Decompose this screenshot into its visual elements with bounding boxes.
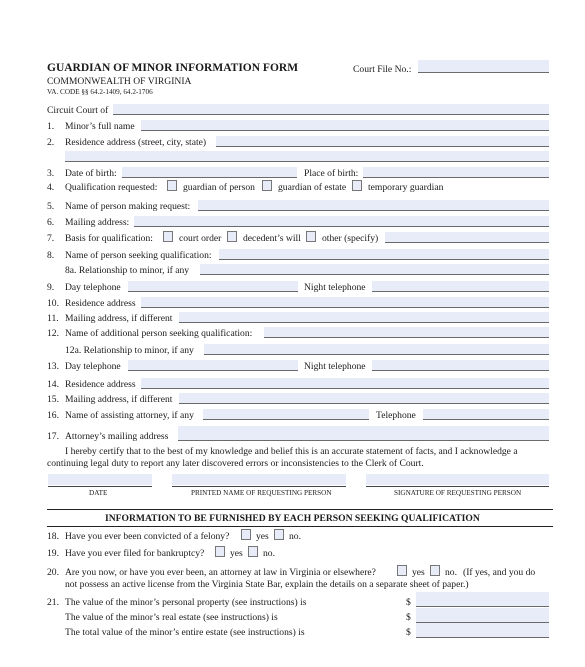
requester-name-label: Name of person making request: [65, 201, 191, 212]
section-divider [47, 526, 553, 527]
mailing-different-label: Mailing address, if different [65, 313, 173, 324]
item-number: 14. [47, 379, 59, 390]
court-order-checkbox[interactable] [163, 231, 173, 242]
residence-label: Residence address (street, city, state) [65, 137, 207, 148]
attorney-yes-checkbox[interactable] [397, 565, 407, 576]
attorney-question-line1: Are you now, or have you ever been, an attorney at law in Virginia or elsewhere? [65, 567, 376, 578]
guardian-of-person-checkbox[interactable] [167, 180, 177, 191]
dollar-sign: $ [406, 627, 411, 638]
circuit-court-field[interactable] [113, 104, 549, 115]
decedents-will-checkbox[interactable] [227, 231, 237, 242]
court-order-label: court order [179, 233, 222, 244]
qualification-label: Qualification requested: [65, 182, 158, 193]
residence-address-14-field[interactable] [141, 378, 549, 389]
va-code: VA. CODE §§ 64.2-1409, 64.2-1706 [47, 88, 153, 96]
item-number: 16. [47, 410, 59, 421]
form-subtitle: COMMONWEALTH OF VIRGINIA [47, 76, 192, 87]
day-telephone-label: Day telephone [65, 282, 121, 293]
bankruptcy-question: Have you ever filed for bankruptcy? [65, 548, 205, 559]
dob-label: Date of birth: [65, 168, 117, 179]
item-number: 13. [47, 361, 59, 372]
mailing-field[interactable] [134, 216, 549, 227]
dollar-sign: $ [406, 597, 411, 608]
relationship-12a-field[interactable] [204, 344, 549, 355]
night-telephone-13-field[interactable] [372, 360, 549, 371]
residence-field[interactable] [216, 136, 549, 147]
item-number: 3. [47, 168, 55, 179]
printed-name-caption: PRINTED NAME OF REQUESTING PERSON [191, 489, 332, 497]
signature-caption: SIGNATURE OF REQUESTING PERSON [394, 489, 522, 497]
attorney-telephone-label: Telephone [376, 410, 416, 421]
total-estate-field[interactable] [416, 623, 549, 638]
bankruptcy-no-label: no. [263, 548, 275, 559]
pob-field[interactable] [363, 167, 549, 178]
temporary-guardian-checkbox[interactable] [352, 180, 362, 191]
felony-no-label: no. [289, 531, 301, 542]
additional-name-field[interactable] [264, 327, 549, 338]
residence-field-line2[interactable] [65, 151, 549, 162]
signature-line [366, 486, 549, 487]
seeking-name-label: Name of person seeking qualification: [65, 250, 212, 261]
certification-text-line2: continuing legal duty to report any later discovered errors or inconsistencies to the Clerk of Court. [47, 458, 424, 469]
day-telephone-13-field[interactable] [128, 360, 298, 371]
item-number: 10. [47, 298, 59, 309]
night-telephone-label: Night telephone [304, 282, 366, 293]
temporary-guardian-label: temporary guardian [368, 182, 444, 193]
dollar-sign: $ [406, 612, 411, 623]
printed-name-field[interactable] [172, 474, 346, 485]
felony-question: Have you ever been convicted of a felony? [65, 531, 230, 542]
item-number: 20. [47, 567, 59, 578]
felony-no-checkbox[interactable] [274, 529, 284, 540]
date-caption: DATE [89, 489, 108, 497]
item-number: 18. [47, 531, 59, 542]
signature-field[interactable] [366, 474, 549, 485]
relationship-8a-field[interactable] [200, 264, 549, 275]
item-number: 8. [47, 250, 55, 261]
certification-text-line1: I hereby certify that to the best of my knowledge and belief this is an accurate statement of facts, and I acknowledge a [65, 446, 518, 457]
additional-name-label: Name of additional person seeking qualification: [65, 328, 253, 339]
other-basis-label: other (specify) [322, 233, 379, 244]
personal-property-label: The value of the minor’s personal property (see instructions) is [65, 597, 307, 608]
other-basis-field[interactable] [385, 232, 549, 243]
mailing-different-15-field[interactable] [179, 393, 549, 404]
bankruptcy-yes-checkbox[interactable] [215, 546, 225, 557]
mailing-label: Mailing address: [65, 217, 130, 228]
attorney-mailing-label: Attorney’s mailing address [65, 431, 169, 442]
real-estate-label: The value of the minor’s real estate (see instructions) is [65, 612, 278, 623]
minor-name-field[interactable] [141, 120, 549, 131]
item-number: 1. [47, 121, 55, 132]
court-file-label: Court File No.: [353, 64, 412, 75]
residence-address-label: Residence address [65, 298, 136, 309]
personal-property-field[interactable] [416, 592, 549, 607]
date-line [48, 486, 152, 487]
night-telephone-13-label: Night telephone [304, 361, 366, 372]
item-number: 7. [47, 233, 55, 244]
requester-name-field[interactable] [198, 200, 549, 211]
day-telephone-13-label: Day telephone [65, 361, 121, 372]
total-estate-label: The total value of the minor’s entire estate (see instructions) is [65, 627, 305, 638]
real-estate-field[interactable] [416, 608, 549, 623]
attorney-no-checkbox[interactable] [430, 565, 440, 576]
assisting-attorney-label: Name of assisting attorney, if any [65, 410, 194, 421]
basis-label: Basis for qualification: [65, 233, 153, 244]
other-basis-checkbox[interactable] [306, 231, 316, 242]
relationship-8a-label: 8a. Relationship to minor, if any [65, 265, 190, 276]
item-number: 17. [47, 431, 59, 442]
guardian-of-estate-checkbox[interactable] [262, 180, 272, 191]
bankruptcy-no-checkbox[interactable] [248, 546, 258, 557]
dob-field[interactable] [122, 167, 297, 178]
item-number: 11. [47, 313, 59, 324]
mailing-different-field[interactable] [179, 312, 549, 323]
felony-yes-label: yes [256, 531, 269, 542]
section2-heading: INFORMATION TO BE FURNISHED BY EACH PERSON SEEKING QUALIFICATION [105, 513, 480, 524]
guardian-of-person-label: guardian of person [183, 182, 255, 193]
minor-name-label: Minor’s full name [65, 121, 135, 132]
night-telephone-field[interactable] [372, 281, 549, 292]
seeking-name-field[interactable] [219, 249, 549, 260]
form-title: GUARDIAN OF MINOR INFORMATION FORM [47, 62, 299, 74]
residence-address-14-label: Residence address [65, 379, 136, 390]
item-number: 19. [47, 548, 59, 559]
felony-yes-checkbox[interactable] [241, 529, 251, 540]
day-telephone-field[interactable] [128, 281, 298, 292]
mailing-different-15-label: Mailing address, if different [65, 394, 173, 405]
bankruptcy-yes-label: yes [230, 548, 243, 559]
circuit-court-label: Circuit Court of [47, 105, 109, 116]
item-number: 21. [47, 597, 59, 608]
item-number: 5. [47, 201, 55, 212]
assisting-attorney-field[interactable] [203, 409, 369, 420]
decedents-will-label: decedent’s will [243, 233, 301, 244]
attorney-question-line1b: (If yes, and you do [463, 567, 536, 578]
section-divider [47, 509, 553, 510]
court-file-field[interactable] [418, 60, 549, 73]
attorney-question-line2: not possess an active license from the Virginia State Bar, explain the details on a separate sheet of paper.) [65, 579, 469, 590]
attorney-no-label: no. [445, 567, 457, 578]
attorney-telephone-field[interactable] [423, 409, 549, 420]
residence-address-field[interactable] [141, 297, 549, 308]
date-field[interactable] [48, 474, 152, 485]
item-number: 6. [47, 217, 55, 228]
item-number: 15. [47, 394, 59, 405]
printed-name-line [172, 486, 346, 487]
pob-label: Place of birth: [304, 168, 359, 179]
item-number: 12. [47, 328, 59, 339]
guardian-of-estate-label: guardian of estate [278, 182, 347, 193]
attorney-mailing-field[interactable] [178, 426, 549, 441]
item-number: 4. [47, 182, 55, 193]
item-number: 9. [47, 282, 55, 293]
attorney-yes-label: yes [412, 567, 425, 578]
item-number: 2. [47, 137, 55, 148]
relationship-12a-label: 12a. Relationship to minor, if any [65, 345, 194, 356]
